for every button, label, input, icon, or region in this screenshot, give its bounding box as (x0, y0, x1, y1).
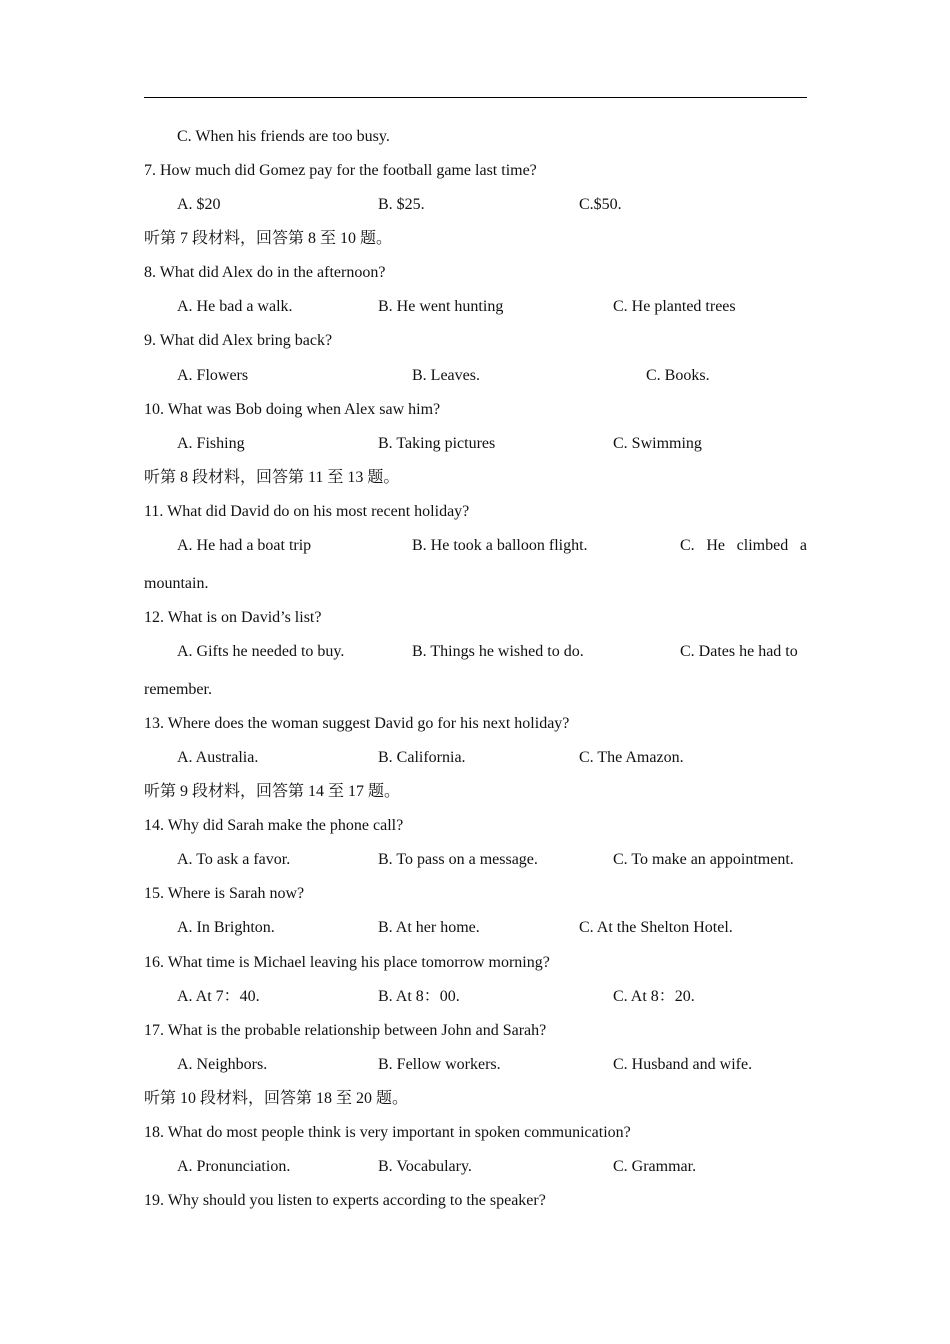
answer-option: A. He had a boat trip (177, 537, 312, 554)
question-text: 19. Why should you listen to experts according to the speaker? (144, 1192, 546, 1209)
answer-option: C. Husband and wife. (613, 1056, 753, 1073)
answer-option: A. Gifts he needed to buy. (177, 643, 345, 660)
question-text: 12. What is on David’s list? (144, 609, 322, 626)
answer-option: A. In Brighton. (177, 919, 275, 936)
option-row (144, 194, 807, 216)
question-text: 14. Why did Sarah make the phone call? (144, 817, 404, 834)
answer-option: C. At the Shelton Hotel. (579, 919, 733, 936)
answer-option: B. $25. (378, 196, 425, 213)
answer-option: A. Pronunciation. (177, 1158, 291, 1175)
answer-option: C. Swimming (613, 435, 702, 452)
answer-option: C. Dates he had to (680, 643, 798, 660)
question-text: 18. What do most people think is very important in spoken communication? (144, 1124, 631, 1141)
answer-option: B. Vocabulary. (378, 1158, 472, 1175)
answer-option: A. Flowers (177, 367, 249, 384)
option-word: climbed (736, 537, 789, 554)
section-instruction: 听第 7 段材料，回答第 8 至 10 题。 (144, 230, 393, 247)
option-word: C. (680, 537, 695, 554)
answer-option: B. At her home. (378, 919, 480, 936)
question-text: 10. What was Bob doing when Alex saw him? (144, 401, 441, 418)
option-row (144, 986, 807, 1008)
header-rule (144, 97, 807, 98)
question-text: 17. What is the probable relationship between John and Sarah? (144, 1022, 547, 1039)
answer-option: C. Books. (646, 367, 710, 384)
answer-option: B. Fellow workers. (378, 1056, 501, 1073)
question-text: 15. Where is Sarah now? (144, 885, 305, 902)
option-row (144, 296, 807, 318)
answer-option (680, 535, 807, 557)
answer-option: A. Fishing (177, 435, 245, 452)
answer-option: A. At 7：40. (177, 988, 260, 1005)
option-row (144, 1054, 807, 1076)
answer-option: B. At 8：00. (378, 988, 460, 1005)
option-word: a (799, 537, 807, 554)
option-row (144, 917, 807, 939)
answer-option: C. When his friends are too busy. (177, 128, 390, 145)
option-row (144, 849, 807, 871)
answer-option: A. $20 (177, 196, 221, 213)
option-row (144, 641, 807, 663)
option-row (144, 365, 807, 387)
answer-option: C. To make an appointment. (613, 851, 794, 868)
section-instruction: 听第 10 段材料，回答第 18 至 20 题。 (144, 1090, 409, 1107)
answer-option: B. To pass on a message. (378, 851, 538, 868)
answer-option: B. Taking pictures (378, 435, 496, 452)
question-text: 9. What did Alex bring back? (144, 332, 333, 349)
question-text: 13. Where does the woman suggest David go for his next holiday? (144, 715, 570, 732)
answer-option: C. He planted trees (613, 298, 736, 315)
option-row (144, 126, 807, 148)
option-row (144, 1156, 807, 1178)
question-text: 8. What did Alex do in the afternoon? (144, 264, 386, 281)
answer-option: A. Australia. (177, 749, 259, 766)
option-row (144, 747, 807, 769)
option-continuation: remember. (144, 681, 212, 698)
answer-option: A. Neighbors. (177, 1056, 268, 1073)
answer-option: B. Things he wished to do. (412, 643, 584, 660)
option-word: He (706, 537, 725, 554)
answer-option: B. He took a balloon flight. (412, 537, 588, 554)
answer-option: C. The Amazon. (579, 749, 684, 766)
question-text: 11. What did David do on his most recent holiday? (144, 503, 470, 520)
option-row (144, 535, 807, 557)
answer-option: A. He bad a walk. (177, 298, 293, 315)
question-text: 16. What time is Michael leaving his place tomorrow morning? (144, 954, 550, 971)
answer-option: C.$50. (579, 196, 622, 213)
answer-option: C. Grammar. (613, 1158, 697, 1175)
answer-option: C. At 8：20. (613, 988, 695, 1005)
option-continuation: mountain. (144, 575, 209, 592)
answer-option: B. Leaves. (412, 367, 480, 384)
answer-option: B. He went hunting (378, 298, 504, 315)
section-instruction: 听第 9 段材料，回答第 14 至 17 题。 (144, 783, 401, 800)
answer-option: A. To ask a favor. (177, 851, 291, 868)
answer-option: B. California. (378, 749, 466, 766)
question-text: 7. How much did Gomez pay for the football game last time? (144, 162, 537, 179)
option-row (144, 433, 807, 455)
section-instruction: 听第 8 段材料，回答第 11 至 13 题。 (144, 469, 400, 486)
